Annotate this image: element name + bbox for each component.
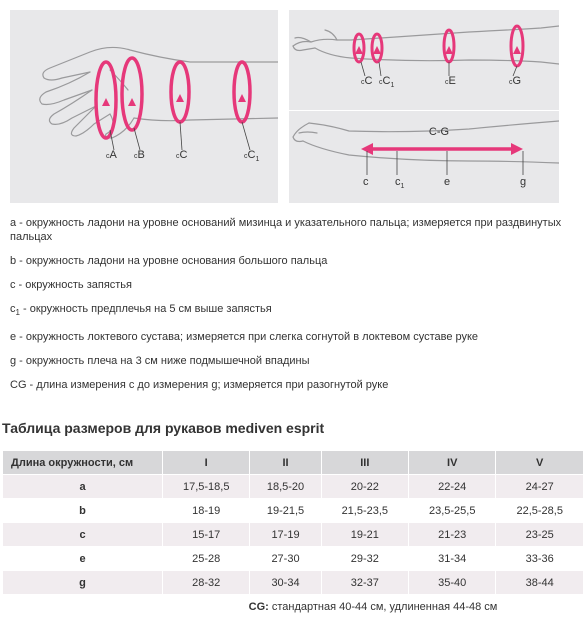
hand-measurement-diagram	[10, 10, 278, 203]
table-cell: 22,5-28,5	[496, 499, 584, 523]
hand-label-a: cA	[106, 149, 117, 161]
header-size-4: IV	[409, 451, 496, 475]
row-key: g	[3, 571, 163, 595]
arm-bottom-label-e: e	[444, 176, 451, 188]
header-size-1: I	[163, 451, 250, 475]
arm-illustration-top	[289, 10, 559, 110]
size-table-title: Таблица размеров для рукавов mediven esprit	[2, 420, 325, 436]
table-cell: 29-32	[321, 547, 408, 571]
table-cell: 21,5-23,5	[321, 499, 408, 523]
arm-label-g: cG	[509, 75, 522, 87]
table-cell: 30-34	[250, 571, 321, 595]
row-key: a	[3, 475, 163, 499]
table-row	[3, 475, 584, 499]
cg-note-cell: CG: стандартная 40-44 см, удлиненная 44-48 см	[163, 595, 584, 619]
legend-item-cg: CG - длина измерения с до измерения g; измеряется при разогнутой руке	[10, 379, 389, 392]
table-cell: 38-44	[496, 571, 584, 595]
table-cell: 19-21	[321, 523, 408, 547]
cg-empty-cell	[3, 595, 163, 619]
legend-item-b: b - окружность ладони на уровне основания большого пальца	[10, 255, 328, 267]
row-key: c	[3, 523, 163, 547]
header-size-3: III	[321, 451, 408, 475]
table-cell: 35-40	[409, 571, 496, 595]
arm-label-e: cE	[445, 75, 456, 87]
table-row	[3, 523, 584, 547]
header-size-5: V	[496, 451, 584, 475]
hand-label-b: cB	[134, 149, 145, 161]
header-size-2: II	[250, 451, 321, 475]
arm-circumference-diagram	[289, 10, 559, 110]
row-key: e	[3, 547, 163, 571]
table-cell: 20-22	[321, 475, 408, 499]
table-cell: 19-21,5	[250, 499, 321, 523]
table-cell: 28-32	[163, 571, 250, 595]
legend-item-g: g - окружность плеча на 3 см ниже подмышечной впадины	[10, 355, 310, 368]
size-table	[2, 450, 584, 619]
arm-bottom-label-c1: $c_1$	[395, 176, 405, 190]
table-header-row	[3, 451, 584, 475]
cg-row	[3, 595, 584, 619]
arm-length-diagram	[289, 111, 559, 203]
row-key: b	[3, 499, 163, 523]
table-cell: 15-17	[163, 523, 250, 547]
arm-bottom-label-g: g	[520, 176, 527, 188]
table-cell: 18,5-20	[250, 475, 321, 499]
table-row	[3, 571, 584, 595]
legend-item-a: a - окружность ладони на уровне оснований мизинца и указательного пальца; измеряется при раздвинутых пальцах	[10, 217, 562, 243]
arm-label-c1: $cC_1$	[379, 75, 395, 89]
cg-length-label: C-G	[428, 126, 450, 138]
table-cell: 33-36	[496, 547, 584, 571]
table-cell: 23-25	[496, 523, 584, 547]
table-cell: 18-19	[163, 499, 250, 523]
table-cell: 21-23	[409, 523, 496, 547]
table-cell: 17-19	[250, 523, 321, 547]
table-cell: 27-30	[250, 547, 321, 571]
arm-illustration-bottom	[289, 111, 559, 203]
table-cell: 31-34	[409, 547, 496, 571]
table-cell: 22-24	[409, 475, 496, 499]
table-row	[3, 547, 584, 571]
arm-label-c: cC	[361, 75, 373, 87]
measurement-legend	[10, 216, 575, 402]
header-circumference: Длина окружности, см	[3, 451, 163, 475]
legend-item-c1: $c_1$ - окружность предплечья на 5 см выше запястья	[10, 303, 272, 318]
table-cell: 17,5-18,5	[163, 475, 250, 499]
legend-item-c: c - окружность запястья	[10, 279, 132, 291]
table-row	[3, 499, 584, 523]
arm-bottom-label-c: c	[363, 176, 369, 188]
table-cell: 23,5-25,5	[409, 499, 496, 523]
hand-illustration	[10, 10, 278, 203]
table-cell: 32-37	[321, 571, 408, 595]
hand-label-c: cC	[176, 149, 188, 161]
table-cell: 25-28	[163, 547, 250, 571]
table-cell: 24-27	[496, 475, 584, 499]
hand-label-c1: $cC_1$	[244, 149, 260, 163]
legend-item-e: e - окружность локтевого сустава; измеряется при слегка согнутой в локтевом суставе руке	[10, 331, 479, 344]
